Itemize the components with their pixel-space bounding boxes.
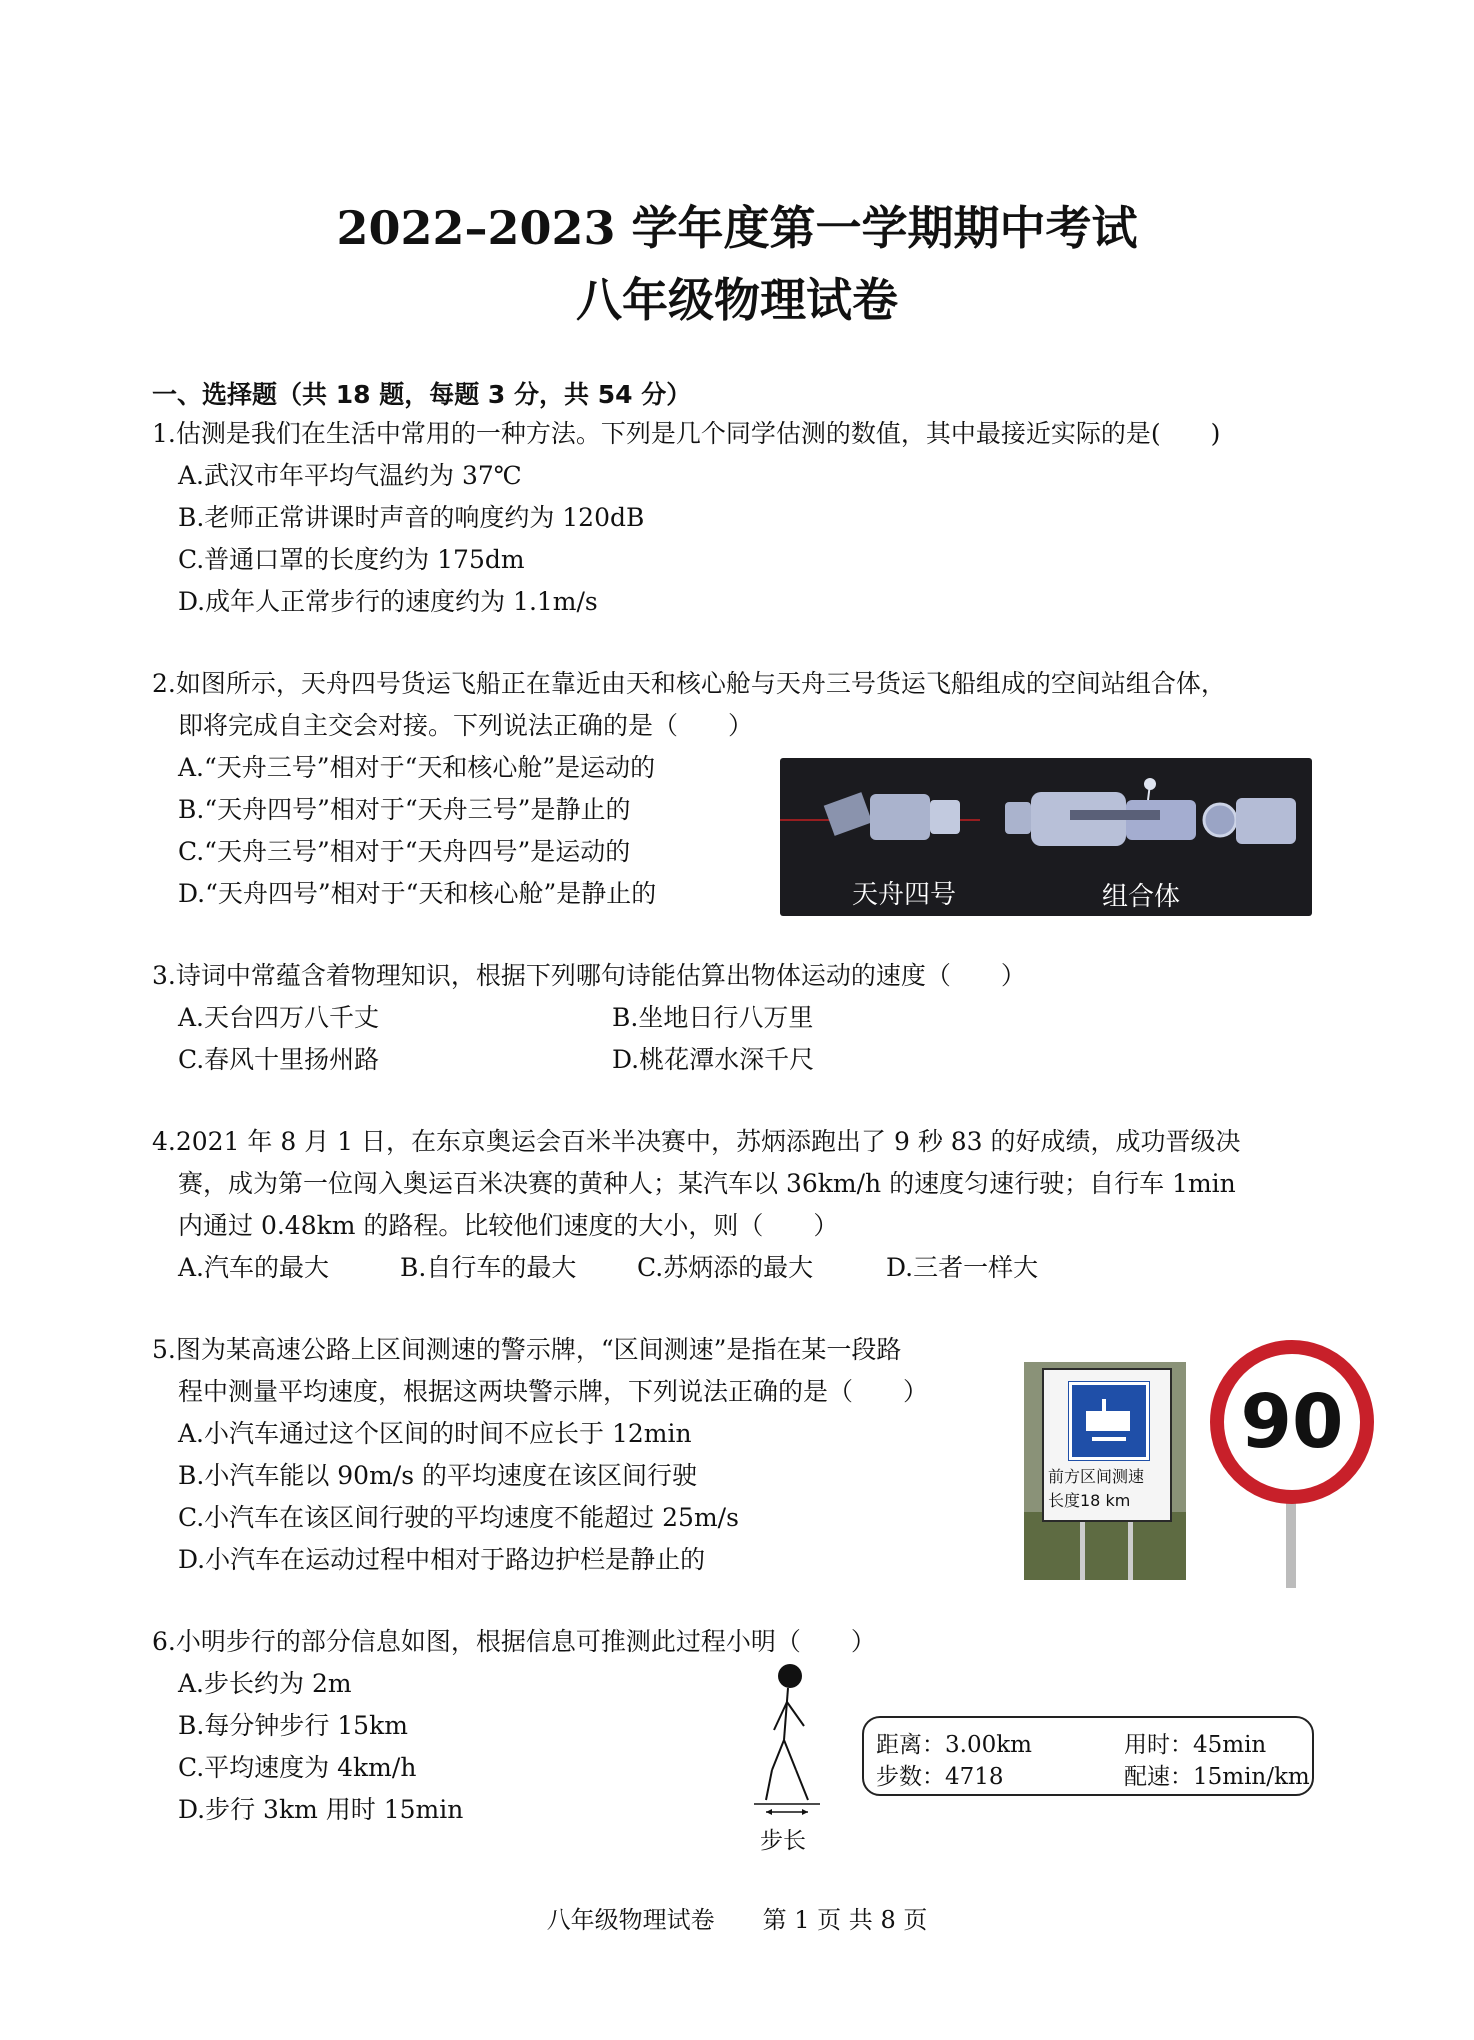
question-2-option-b: B.“天舟四号”相对于“天舟三号”是静止的 bbox=[178, 795, 631, 824]
sign-post-left bbox=[1080, 1512, 1085, 1580]
question-4-option-d: D.三者一样大 bbox=[886, 1253, 1039, 1282]
step-length-label: 步长 bbox=[760, 1828, 806, 1854]
question-4-stem-line-3: 内通过 0.48km 的路程。比较他们速度的大小，则（ ） bbox=[178, 1211, 839, 1240]
space-station-photo bbox=[780, 758, 1312, 916]
question-3-option-b: B.坐地日行八万里 bbox=[612, 1003, 814, 1032]
question-5-option-c: C.小汽车在该区间行驶的平均速度不能超过 25m/s bbox=[178, 1503, 739, 1532]
question-5-option-b: B.小汽车能以 90m/s 的平均速度在该区间行驶 bbox=[178, 1461, 697, 1490]
question-1-option-b: B.老师正常讲课时声音的响度约为 120dB bbox=[178, 503, 645, 532]
question-2-option-d: D.“天舟四号”相对于“天和核心舱”是静止的 bbox=[178, 879, 657, 908]
page-subtitle: 八年级物理试卷 bbox=[576, 273, 898, 327]
question-2-option-c: C.“天舟三号”相对于“天舟四号”是运动的 bbox=[178, 837, 631, 866]
question-3-stem: 3.诗词中常蕴含着物理知识，根据下列哪句诗能估算出物体运动的速度（ ） bbox=[152, 961, 1026, 990]
question-4-option-b: B.自行车的最大 bbox=[400, 1253, 577, 1282]
interval-speed-sign-photo bbox=[1024, 1362, 1186, 1580]
question-5-option-a: A.小汽车通过这个区间的时间不应长于 12min bbox=[178, 1419, 692, 1448]
question-5-stem-line-2: 程中测量平均速度，根据这两块警示牌，下列说法正确的是（ ） bbox=[178, 1377, 929, 1406]
speed-limit-sign: 90 bbox=[1210, 1340, 1374, 1504]
question-1-stem: 1.估测是我们在生活中常用的一种方法。下列是几个同学估测的数值，其中最接近实际的是( ) bbox=[152, 419, 1221, 448]
question-4-stem-line-1: 4.2021 年 8 月 1 日，在东京奥运会百米半决赛中，苏炳添跑出了 9 秒 83 的好成绩，成功晋级决 bbox=[152, 1127, 1241, 1156]
roadside-greenery bbox=[1024, 1512, 1186, 1580]
page-title: 2022–2023 学年度第一学期期中考试 bbox=[336, 201, 1138, 255]
question-6-option-b: B.每分钟步行 15km bbox=[178, 1711, 408, 1740]
walking-info-box bbox=[862, 1716, 1314, 1796]
question-3-option-c: C.春风十里扬州路 bbox=[178, 1045, 380, 1074]
steps-readout: 步数：4718 bbox=[876, 1764, 1004, 1790]
question-6-option-d: D.步行 3km 用时 15min bbox=[178, 1795, 464, 1824]
question-5-option-d: D.小汽车在运动过程中相对于路边护栏是静止的 bbox=[178, 1545, 706, 1574]
distance-readout: 距离：3.00km bbox=[876, 1732, 1032, 1758]
sign-post-right bbox=[1128, 1512, 1133, 1580]
question-4-option-c: C.苏炳添的最大 bbox=[637, 1253, 814, 1282]
question-2-option-a: A.“天舟三号”相对于“天和核心舱”是运动的 bbox=[178, 753, 656, 782]
camera-sign-panel bbox=[1069, 1382, 1149, 1460]
question-2-stem-line-2: 即将完成自主交会对接。下列说法正确的是（ ） bbox=[178, 711, 754, 740]
walking-person-figure bbox=[752, 1660, 822, 1820]
question-1-option-d: D.成年人正常步行的速度约为 1.1m/s bbox=[178, 587, 598, 616]
question-2-stem-line-1: 2.如图所示，天舟四号货运飞船正在靠近由天和核心舱与天舟三号货运飞船组成的空间站组合体， bbox=[152, 669, 1226, 698]
question-5-stem-line-1: 5.图为某高速公路上区间测速的警示牌，“区间测速”是指在某一段路 bbox=[152, 1335, 902, 1364]
question-1-option-a: A.武汉市年平均气温约为 37℃ bbox=[178, 461, 522, 490]
question-1-option-c: C.普通口罩的长度约为 175dm bbox=[178, 545, 525, 574]
photo-label-complex: 组合体 bbox=[1102, 882, 1181, 912]
page-footer: 八年级物理试卷 第 1 页 共 8 页 bbox=[546, 1906, 928, 1934]
question-4-option-a: A.汽车的最大 bbox=[178, 1253, 330, 1282]
photo-label-tianzhou4: 天舟四号 bbox=[852, 880, 957, 910]
sign-text-line-1: 前方区间测速 bbox=[1048, 1467, 1145, 1486]
question-6-stem: 6.小明步行的部分信息如图，根据信息可推测此过程小明（ ） bbox=[152, 1627, 876, 1656]
question-6-option-a: A.步长约为 2m bbox=[178, 1669, 352, 1698]
question-3-option-d: D.桃花潭水深千尺 bbox=[612, 1045, 815, 1074]
sign-text-line-2: 长度18 km bbox=[1048, 1491, 1131, 1510]
interval-speed-sign bbox=[1042, 1368, 1172, 1522]
time-readout: 用时：45min bbox=[1124, 1732, 1267, 1758]
question-3-option-a: A.天台四万八千丈 bbox=[178, 1003, 380, 1032]
pace-readout: 配速：15min/km bbox=[1124, 1764, 1310, 1790]
question-6-option-c: C.平均速度为 4km/h bbox=[178, 1753, 417, 1782]
section-heading: 一、选择题（共 18 题，每题 3 分，共 54 分） bbox=[152, 380, 692, 409]
speed-limit-pole bbox=[1286, 1500, 1296, 1588]
speed-camera-icon bbox=[1072, 1385, 1146, 1457]
question-4-stem-line-2: 赛，成为第一位闯入奥运百米决赛的黄种人；某汽车以 36km/h 的速度匀速行驶；自行车 1min bbox=[178, 1169, 1236, 1198]
